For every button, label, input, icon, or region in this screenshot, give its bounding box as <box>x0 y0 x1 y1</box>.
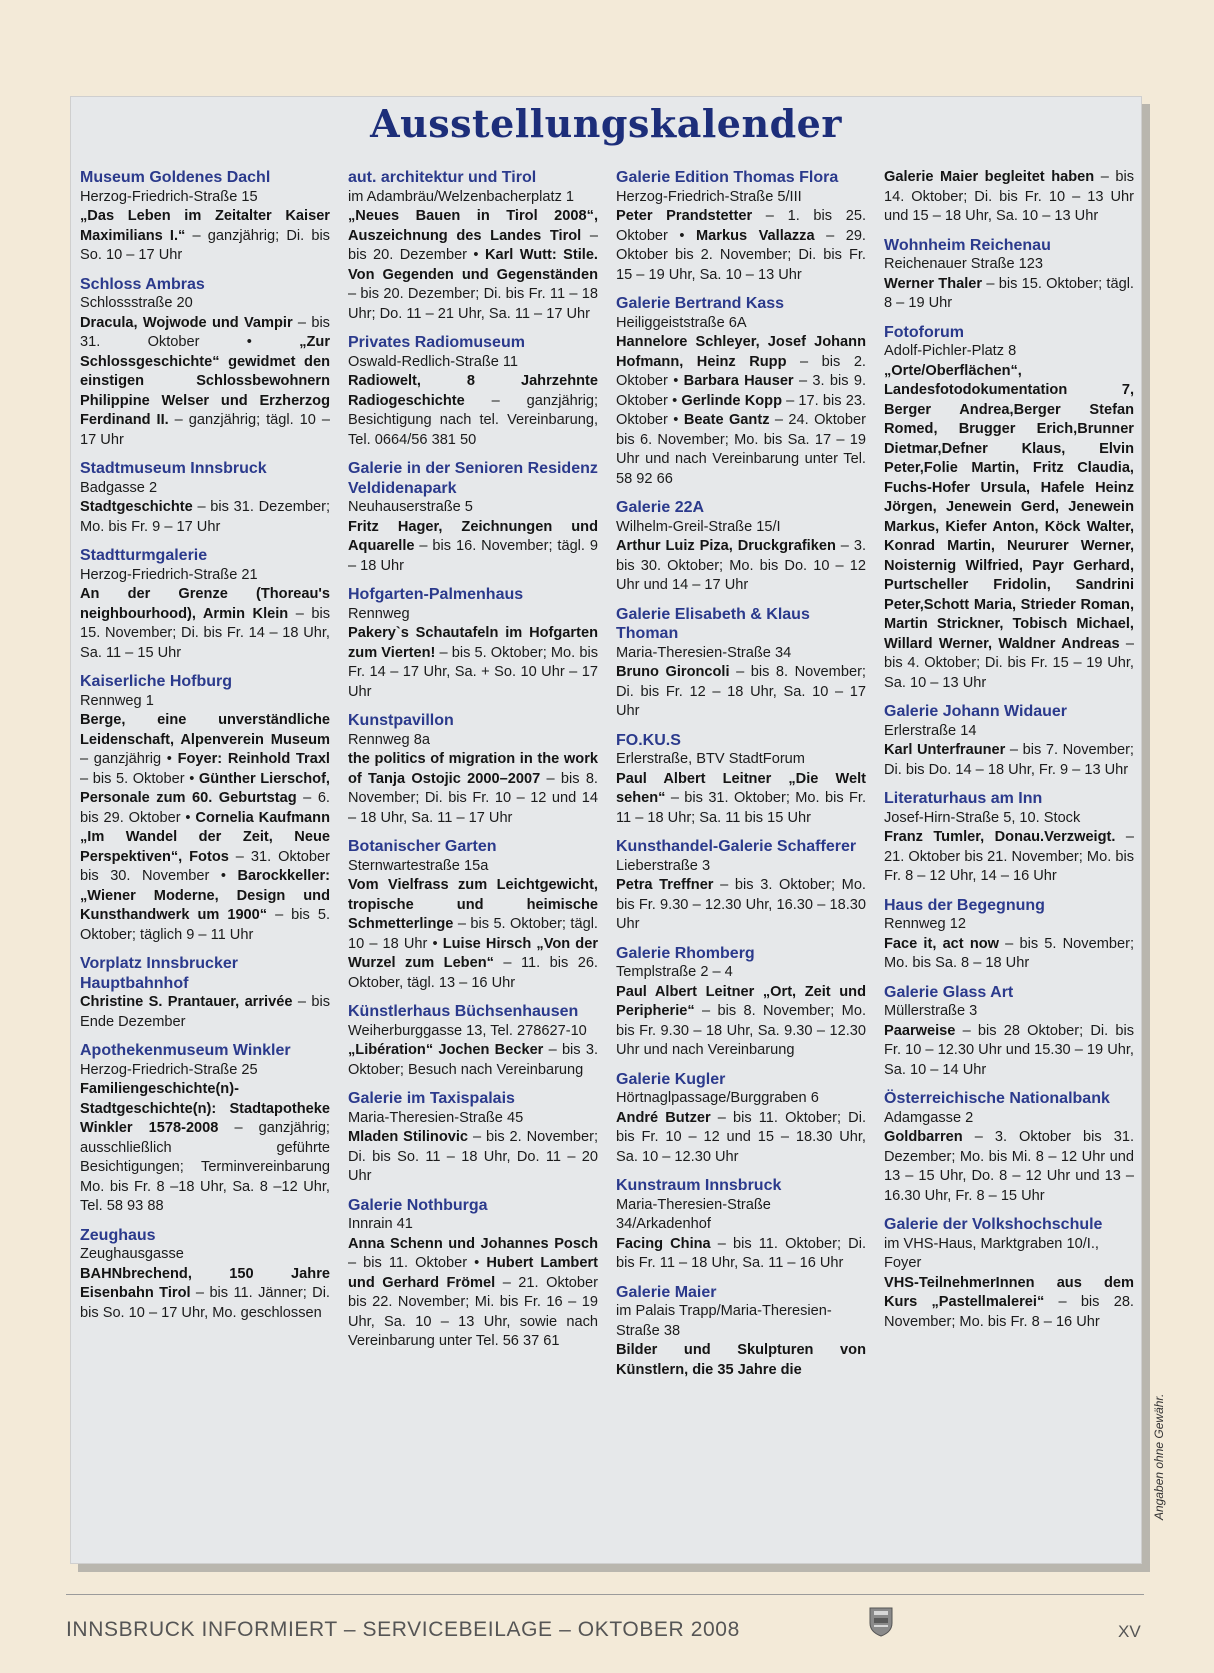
exhibition-entry <box>348 333 598 450</box>
calendar-column <box>884 168 1134 1560</box>
exhibition-dates: – bis 11. Oktober; Di. bis Fr. 10 – 12 und 15 – 18.30 Uhr, Sa. 10 – 12.30 Uhr <box>616 1109 866 1165</box>
venue-name: Fotoforum <box>884 323 964 341</box>
exhibition-dates: – bis 5. November; Mo. bis Sa. 8 – 18 Uhr <box>884 935 1134 971</box>
exhibition-title: Werner Thaler <box>884 275 983 292</box>
venue-name: Künstlerhaus Büchsenhausen <box>348 1003 579 1020</box>
entry-details <box>616 537 866 596</box>
entry-details <box>348 1128 598 1187</box>
calendar-column <box>80 168 330 1560</box>
footer-publication: INNSBRUCK INFORMIERT – SERVICEBEILAGE – OKTOBER 2008 <box>66 1618 740 1641</box>
entry-details <box>80 1265 330 1324</box>
footer-divider <box>66 1594 1144 1595</box>
exhibition-dates: – bis 31. Oktober; Mo. bis Fr. 11 – 18 Uhr; Sa. 11 bis 15 Uhr <box>616 790 866 826</box>
exhibition-title: Paul Albert Leitner „Die Welt sehen“ <box>616 770 866 806</box>
venue-name: Galerie Johann Widauer <box>884 703 1068 720</box>
exhibition-dates: – bis 5. Oktober; Mo. bis Fr. 14 – 17 Uhr, Sa. + So. 10 Uhr – 17 Uhr <box>348 644 598 700</box>
exhibition-title: Hannelore Schleyer, Josef Johann Hofmann, Heinz Rupp <box>616 334 866 370</box>
exhibition-dates: – ganzjährig; Besichtigung nach tel. Vereinbarung, Tel. 0664/56 381 50 <box>348 392 598 448</box>
venue-name: Privates Radiomuseum <box>348 334 525 351</box>
venue-address: Rennweg 8a <box>348 731 430 748</box>
venue-address: Weiherburggasse 13, Tel. 278627-10 <box>348 1022 587 1039</box>
exhibition-dates: – 6. bis 29. Oktober • <box>80 790 330 826</box>
venue-address: Reichenauer Straße 123 <box>884 256 1044 272</box>
exhibition-entry <box>348 585 598 702</box>
calendar-column <box>616 168 866 1560</box>
calendar-column <box>348 168 598 1560</box>
entry-details <box>616 207 866 285</box>
exhibition-dates: – ganzjährig; tägl. 10 – 17 Uhr <box>80 412 330 448</box>
exhibition-entry <box>616 1283 866 1381</box>
exhibition-dates: – bis 5. Oktober • <box>80 770 199 787</box>
entry-details <box>884 1128 1134 1206</box>
venue-name: Hofgarten-Palmenhaus <box>348 586 524 603</box>
exhibition-title: Familiengeschichte(n)-Stadtgeschichte(n): Stadtapotheke Winkler 1578-2008 <box>80 1081 330 1136</box>
exhibition-title: Karl Wutt: Stile. Von Gegenden und Gegenständen <box>348 247 598 283</box>
exhibition-title: Mladen Stilinovic <box>348 1129 469 1145</box>
venue-address: im VHS-Haus, Marktgraben 10/I., Foyer <box>884 1235 1099 1271</box>
venue-name: FO.KU.S <box>616 731 681 749</box>
exhibition-entry <box>80 168 330 266</box>
exhibition-entry <box>616 1070 866 1168</box>
venue-name: Galerie Bertrand Kass <box>616 295 785 312</box>
exhibition-dates: – bis 8. November; Di. bis Fr. 10 – 12 und 14 – 18 Uhr, Sa. 11 – 17 Uhr <box>348 770 598 826</box>
venue-name: Galerie Edition Thomas Flora <box>616 169 839 186</box>
exhibition-dates: – bis 5. Oktober; tägl. 10 – 18 Uhr • <box>348 916 598 952</box>
exhibition-dates: – 29. Oktober bis 2. November; Di. bis Fr. 15 – 19 Uhr, Sa. 10 – 13 Uhr <box>616 227 866 283</box>
entry-details <box>884 168 1134 227</box>
exhibition-title: Paarweise <box>884 1022 956 1039</box>
venue-address: im Palais Trapp/Maria-Theresien-Straße 38 <box>616 1303 832 1339</box>
exhibition-title: Günther Lierschof, Personale zum 60. Geburtstag <box>80 770 330 806</box>
exhibition-entry <box>348 837 598 993</box>
entry-details <box>884 935 1134 974</box>
exhibition-dates: – bis Ende Dezember <box>80 994 330 1030</box>
entry-details <box>616 876 866 935</box>
exhibition-title: Bilder und Skulpturen von Künstlern, die 35 Jahre die <box>616 1342 866 1378</box>
exhibition-title: Pakery`s Schautafeln im Hofgarten zum Vierten! <box>348 625 598 661</box>
entry-details <box>348 518 598 577</box>
venue-name: Galerie 22A <box>616 499 705 516</box>
entry-details <box>348 876 598 993</box>
exhibition-entry <box>80 459 330 537</box>
exhibition-entry <box>348 1002 598 1080</box>
venue-address: Müllerstraße 3 <box>884 1003 978 1019</box>
venue-name: Österreichische Nationalbank <box>884 1090 1110 1107</box>
exhibition-dates: – bis 16. November; tägl. 9 – 18 Uhr <box>348 538 598 574</box>
exhibition-title: An der Grenze (Thoreau's neighbourhood), Armin Klein <box>80 586 330 622</box>
venue-address: Herzog-Friedrich-Straße 25 <box>80 1061 258 1078</box>
venue-address: Rennweg <box>348 605 410 622</box>
exhibition-entry <box>884 168 1134 227</box>
venue-address: Oswald-Redlich-Straße 11 <box>348 353 519 370</box>
exhibition-title: Beate Gantz <box>683 412 770 428</box>
venue-name: Vorplatz Innsbrucker Hauptbahnhof <box>80 955 238 992</box>
exhibition-title: the politics of migration in the work of Tanja Ostojic 2000–2007 <box>348 751 598 787</box>
exhibition-dates: – bis 2. November; Di. bis So. 11 – 18 Uhr, Do. 11 – 20 Uhr <box>348 1129 598 1184</box>
page-number: XV <box>1118 1622 1141 1641</box>
exhibition-dates: – bis 31. Dezember; Mo. bis Fr. 9 – 17 Uhr <box>80 499 330 535</box>
exhibition-entry <box>616 731 866 829</box>
exhibition-entry <box>884 702 1134 780</box>
exhibition-dates: – bis 20. Dezember • <box>348 227 598 263</box>
exhibition-title: Christine S. Prantauer, arrivée <box>80 994 293 1010</box>
venue-name: Galerie im Taxispalais <box>348 1090 515 1107</box>
exhibition-dates: – ganzjährig; ausschließlich geführte Besichtigungen; Terminvereinbarung Mo. bis Fr. 8 –18 Uhr, Sa. 8 –12 Uhr, Tel. 58 93 88 <box>80 1120 330 1214</box>
exhibition-entry <box>884 236 1134 314</box>
venue-name: Galerie Elisabeth & Klaus Thoman <box>616 605 810 642</box>
exhibition-dates: – 21. Oktober bis 21. November; Mo. bis Fr. 8 – 12 Uhr, 14 – 16 Uhr <box>884 829 1134 884</box>
exhibition-title: André Butzer <box>616 1109 711 1126</box>
exhibition-dates: – bis 2. Oktober • <box>616 353 866 389</box>
exhibition-title: „Libération“ Jochen Becker <box>348 1042 544 1058</box>
exhibition-title: „Zur Schlossgeschichte“ gewidmet den einstigen Schlossbewohnern Philippine Welser und Erzherzog Ferdinand II. <box>80 334 330 428</box>
exhibition-title: Bruno Gironcoli <box>616 664 730 680</box>
calendar-columns <box>80 168 1135 1560</box>
exhibition-title: Face it, act now <box>884 935 1000 952</box>
venue-name: Wohnheim Reichenau <box>884 236 1051 254</box>
exhibition-entry <box>348 711 598 828</box>
entry-details <box>80 207 330 266</box>
venue-address: Lieberstraße 3 <box>616 857 711 874</box>
exhibition-entry <box>616 1176 866 1274</box>
entry-details <box>80 1080 330 1217</box>
exhibition-title: Vom Vielfrass zum Leichtgewicht, tropische und heimische Schmetterlinge <box>348 877 598 932</box>
exhibition-entry <box>348 1196 598 1352</box>
city-coat-of-arms-icon <box>868 1605 894 1637</box>
exhibition-dates: – bis 14. Oktober; Di. bis Fr. 10 – 13 Uhr und 15 – 18 Uhr, Sa. 10 – 13 Uhr <box>884 169 1134 224</box>
exhibition-title: Goldbarren <box>884 1129 963 1145</box>
venue-address: Erlerstraße 14 <box>884 722 977 739</box>
entry-details <box>616 663 866 722</box>
exhibition-dates: – bis 20. Dezember; Di. bis Fr. 11 – 18 Uhr; Do. 11 – 21 Uhr, Sa. 11 – 17 Uhr <box>348 286 598 322</box>
entry-details <box>348 207 598 324</box>
exhibition-entry <box>616 944 866 1061</box>
venue-address: Erlerstraße, BTV StadtForum <box>616 751 805 767</box>
venue-name: Galerie Kugler <box>616 1070 726 1088</box>
exhibition-entry <box>80 954 330 1032</box>
exhibition-title: „Neues Bauen in Tirol 2008“, Auszeichnung des Landes Tirol <box>348 208 598 244</box>
venue-name: Kaiserliche Hofburg <box>80 673 233 690</box>
venue-address: Schlossstraße 20 <box>80 295 193 311</box>
venue-name: aut. architektur und Tirol <box>348 169 537 186</box>
exhibition-dates: – bis 11. Oktober • <box>348 1255 487 1271</box>
venue-address: Adolf-Pichler-Platz 8 <box>884 343 1017 359</box>
venue-address: Rennweg 12 <box>884 916 966 932</box>
exhibition-entry <box>884 896 1134 974</box>
exhibition-title: Fritz Hager, Zeichnungen und Aquarelle <box>348 518 598 554</box>
entry-details <box>80 711 330 945</box>
exhibition-dates: – bis 8. November; Mo. bis Fr. 9.30 – 18 Uhr, Sa. 9.30 – 12.30 Uhr und nach Vereinbarung <box>616 1003 866 1058</box>
venue-address: Herzog-Friedrich-Straße 5/III <box>616 188 802 205</box>
venue-name: Kunsthandel-Galerie Schafferer <box>616 838 857 855</box>
venue-name: Literaturhaus am Inn <box>884 790 1043 807</box>
exhibition-dates: – 21. Oktober bis 22. November; Mi. bis Fr. 16 – 19 Uhr, Sa. 10 – 13 Uhr, sowie nach Vereinbarung unter Tel. 56 37 61 <box>348 1274 598 1349</box>
exhibition-entry <box>616 837 866 935</box>
exhibition-dates: – bis 11. Oktober; Di. bis Fr. 11 – 18 Uhr, Sa. 11 – 16 Uhr <box>616 1235 866 1271</box>
venue-name: Galerie Maier <box>616 1283 717 1301</box>
venue-name: Zeughaus <box>80 1226 156 1244</box>
exhibition-title: Franz Tumler, Donau.Verzweigt. <box>884 829 1116 845</box>
exhibition-title: Hubert Lambert und Gerhard Frömel <box>348 1255 598 1291</box>
venue-name: Galerie der Volkshochschule <box>884 1216 1103 1233</box>
exhibition-title: Barockkeller: „Wiener Moderne, Design und Kunsthandwerk um 1900“ <box>80 868 330 923</box>
venue-name: Haus der Begegnung <box>884 896 1045 914</box>
exhibition-dates: – bis 28. November; Mo. bis Fr. 8 – 16 Uhr <box>884 1294 1134 1330</box>
entry-details <box>616 333 866 489</box>
exhibition-title: Cornelia Kaufmann „Im Wandel der Zeit, Neue Perspektiven“, Fotos <box>80 809 330 865</box>
exhibition-entry <box>884 789 1134 887</box>
exhibition-title: „Das Leben im Zeitalter Kaiser Maximilians I.“ <box>80 208 330 244</box>
venue-address: Badgasse 2 <box>80 479 158 496</box>
exhibition-entry <box>884 1089 1134 1206</box>
exhibition-dates: – bis 15. Oktober; tägl. 8 – 19 Uhr <box>884 275 1134 311</box>
venue-name: Galerie Glass Art <box>884 983 1014 1001</box>
venue-address: Neuhauserstraße 5 <box>348 499 473 515</box>
entry-details <box>616 1109 866 1168</box>
exhibition-entry <box>80 1041 330 1217</box>
venue-address: Maria-Theresien-Straße 34/Arkadenhof <box>616 1196 771 1232</box>
entry-details <box>884 1022 1134 1081</box>
exhibition-entry <box>616 498 866 596</box>
exhibition-entry <box>80 672 330 945</box>
entry-details <box>884 741 1134 780</box>
venue-name: Kunstraum Innsbruck <box>616 1177 782 1194</box>
venue-name: Stadtturmgalerie <box>80 547 208 564</box>
exhibition-entry <box>348 459 598 576</box>
exhibition-dates: – 31. Oktober bis 30. November • <box>80 848 330 884</box>
exhibition-title: Stadtgeschichte <box>80 499 193 515</box>
exhibition-dates: – 24. Oktober bis 6. November; Mo. bis Sa. 17 – 19 Uhr und nach Vereinbarung unter Tel. 58 92 66 <box>616 412 866 487</box>
venue-name: Schloss Ambras <box>80 275 205 293</box>
exhibition-title: Barbara Hauser <box>683 373 794 389</box>
venue-address: Maria-Theresien-Straße 34 <box>616 644 792 661</box>
exhibition-title: Paul Albert Leitner „Ort, Zeit und Peripherie“ <box>616 983 866 1019</box>
entry-details <box>616 1235 866 1274</box>
entry-details <box>80 993 330 1032</box>
exhibition-title: Arthur Luiz Piza, Druckgrafiken <box>616 538 836 554</box>
entry-details <box>348 624 598 702</box>
exhibition-dates: – bis 5. Oktober; täglich 9 – 11 Uhr <box>80 907 330 943</box>
entry-details <box>80 498 330 537</box>
venue-address: Heiliggeiststraße 6A <box>616 314 747 331</box>
exhibition-title: Dracula, Wojwode und Vampir <box>80 314 293 331</box>
exhibition-dates: – 3. bis 9. Oktober • <box>616 373 866 409</box>
entry-details <box>348 372 598 450</box>
exhibition-entry <box>80 275 330 451</box>
exhibition-dates: – 3. Oktober bis 31. Dezember; Mo. bis Mi. 8 – 12 Uhr und 13 – 15 Uhr, Do. 8 – 12 Uhr und 13 – 16.30 Uhr, Fr. 8 – 15 Uhr <box>884 1129 1134 1204</box>
venue-name: Apothekenmuseum Winkler <box>80 1042 291 1059</box>
exhibition-dates: – 3. bis 30. Oktober; Mo. bis Do. 10 – 12 Uhr und 14 – 17 Uhr <box>616 538 866 593</box>
venue-address: Maria-Theresien-Straße 45 <box>348 1109 524 1126</box>
exhibition-title: Luise Hirsch „Von der Wurzel zum Leben“ <box>348 935 598 971</box>
exhibition-entry <box>884 323 1134 694</box>
exhibition-entry <box>616 294 866 489</box>
exhibition-title: BAHNbrechend, 150 Jahre Eisenbahn Tirol <box>80 1265 330 1301</box>
entry-details <box>884 275 1134 314</box>
exhibition-dates: – bis 7. November; Di. bis Do. 14 – 18 Uhr, Fr. 9 – 13 Uhr <box>884 742 1134 778</box>
exhibition-dates: – bis 3. Oktober; Besuch nach Vereinbarung <box>348 1042 598 1078</box>
venue-address: Herzog-Friedrich-Straße 15 <box>80 188 258 205</box>
exhibition-dates: – ganzjährig; Di. bis So. 10 – 17 Uhr <box>80 227 330 263</box>
venue-name: Galerie Rhomberg <box>616 944 755 962</box>
exhibition-dates: – ganzjährig • <box>80 751 178 767</box>
exhibition-dates: – bis 4. Oktober; Di. bis Fr. 15 – 19 Uhr, Sa. 10 – 13 Uhr <box>884 635 1134 691</box>
exhibition-entry <box>616 605 866 722</box>
exhibition-title: Peter Prandstetter <box>616 208 753 224</box>
exhibition-entry <box>616 168 866 285</box>
exhibition-title: Gerlinde Kopp <box>681 392 782 409</box>
entry-details <box>616 770 866 829</box>
exhibition-dates: – bis 15. November; Di. bis Fr. 14 – 18 Uhr, Sa. 11 – 15 Uhr <box>80 605 330 661</box>
venue-address: Herzog-Friedrich-Straße 21 <box>80 566 258 583</box>
entry-details <box>884 1274 1134 1333</box>
venue-name: Museum Goldenes Dachl <box>80 169 271 186</box>
exhibition-title: Karl Unterfrauner <box>884 742 1006 758</box>
entry-details <box>80 585 330 663</box>
exhibition-title: Galerie Maier begleitet haben <box>884 169 1095 185</box>
venue-address: im Adambräu/Welzenbacherplatz 1 <box>348 188 575 205</box>
venue-name: Kunstpavillon <box>348 712 454 729</box>
venue-name: Galerie Nothburga <box>348 1196 488 1214</box>
exhibition-dates: – bis 11. Jänner; Di. bis So. 10 – 17 Uhr, Mo. geschlossen <box>80 1285 330 1321</box>
exhibition-entry <box>884 1215 1134 1332</box>
entry-details <box>80 314 330 451</box>
exhibition-title: Petra Treffner <box>616 877 714 893</box>
venue-address: Adamgasse 2 <box>884 1109 974 1126</box>
venue-address: Hörtnaglpassage/Burggraben 6 <box>616 1090 819 1106</box>
exhibition-dates: – bis 3. Oktober; Mo. bis Fr. 9.30 – 12.30 Uhr, 16.30 – 18.30 Uhr <box>616 877 866 932</box>
exhibition-title: „Orte/Oberflächen“, Landesfotodokumentation 7, Berger Andrea,Berger Stefan Romed, Brugger Erich,Brunner Dietmar,Defner Klaus, Elvin Peter,Folie Martin, Fritz Claudia, Fuchs-Hofer Ursula, Hafele Heinz Jörgen, Jenewein Gerd, Jenewein Markus, Kiefer Anton, Köck Walter, Konrad Martin, Neururer Werner, Noisternig Wilfried, Payr Gerhard, Purtscheller Fridolin, Sandrini Peter,Schott Maria, Strieder Roman, Martin Strickner, Tobisch Michael, Willard Werner, Waldner Andreas <box>884 362 1134 652</box>
entry-details <box>348 1235 598 1352</box>
exhibition-entry <box>884 983 1134 1081</box>
entry-details <box>884 362 1134 694</box>
exhibition-dates: – bis 28 Oktober; Di. bis Fr. 10 – 12.30 Uhr und 15.30 – 19 Uhr, Sa. 10 – 14 Uhr <box>884 1022 1134 1078</box>
disclaimer-note: Angaben ohne Gewähr. <box>1152 1393 1166 1520</box>
exhibition-title: Facing China <box>616 1235 711 1252</box>
exhibition-dates: – 17. bis 23. Oktober • <box>616 392 866 428</box>
exhibition-title: Markus Vallazza <box>696 227 815 244</box>
exhibition-title: Anna Schenn und Johannes Posch <box>348 1235 598 1252</box>
exhibition-dates: – 11. bis 26. Oktober, tägl. 13 – 16 Uhr <box>348 955 598 991</box>
exhibition-entry <box>348 1089 598 1187</box>
venue-address: Josef-Hirn-Straße 5, 10. Stock <box>884 809 1081 826</box>
exhibition-dates: – 1. bis 25. Oktober • <box>616 208 866 244</box>
entry-details <box>616 983 866 1061</box>
venue-name: Botanischer Garten <box>348 838 497 855</box>
venue-address: Sternwartestraße 15a <box>348 857 489 874</box>
entry-details <box>616 1341 866 1380</box>
venue-address: Zeughausgasse <box>80 1246 184 1262</box>
exhibition-entry <box>80 546 330 663</box>
exhibition-title: Radiowelt, 8 Jahrzehnte Radiogeschichte <box>348 373 598 409</box>
exhibition-title: Foyer: Reinhold Traxl <box>177 751 330 767</box>
page-title: Ausstellungskalender <box>370 101 842 146</box>
exhibition-entry <box>348 168 598 324</box>
exhibition-title: Berge, eine unverständliche Leidenschaft, Alpenverein Museum <box>80 712 330 748</box>
entry-details <box>348 1041 598 1080</box>
entry-details <box>884 828 1134 887</box>
venue-address: Wilhelm-Greil-Straße 15/I <box>616 518 781 535</box>
venue-address: Innrain 41 <box>348 1216 413 1232</box>
venue-name: Stadtmuseum Innsbruck <box>80 460 267 477</box>
entry-details <box>348 750 598 828</box>
venue-address: Rennweg 1 <box>80 692 154 709</box>
exhibition-dates: – bis 8. November; Di. bis Fr. 12 – 18 Uhr, Sa. 10 – 17 Uhr <box>616 664 866 719</box>
venue-address: Templstraße 2 – 4 <box>616 964 733 980</box>
exhibition-dates: – bis 31. Oktober • <box>80 314 330 350</box>
venue-name: Galerie in der Senioren Residenz Veldidenapark <box>348 460 598 497</box>
exhibition-title: VHS-TeilnehmerInnen aus dem Kurs „Pastellmalerei“ <box>884 1274 1134 1310</box>
exhibition-entry <box>80 1226 330 1324</box>
